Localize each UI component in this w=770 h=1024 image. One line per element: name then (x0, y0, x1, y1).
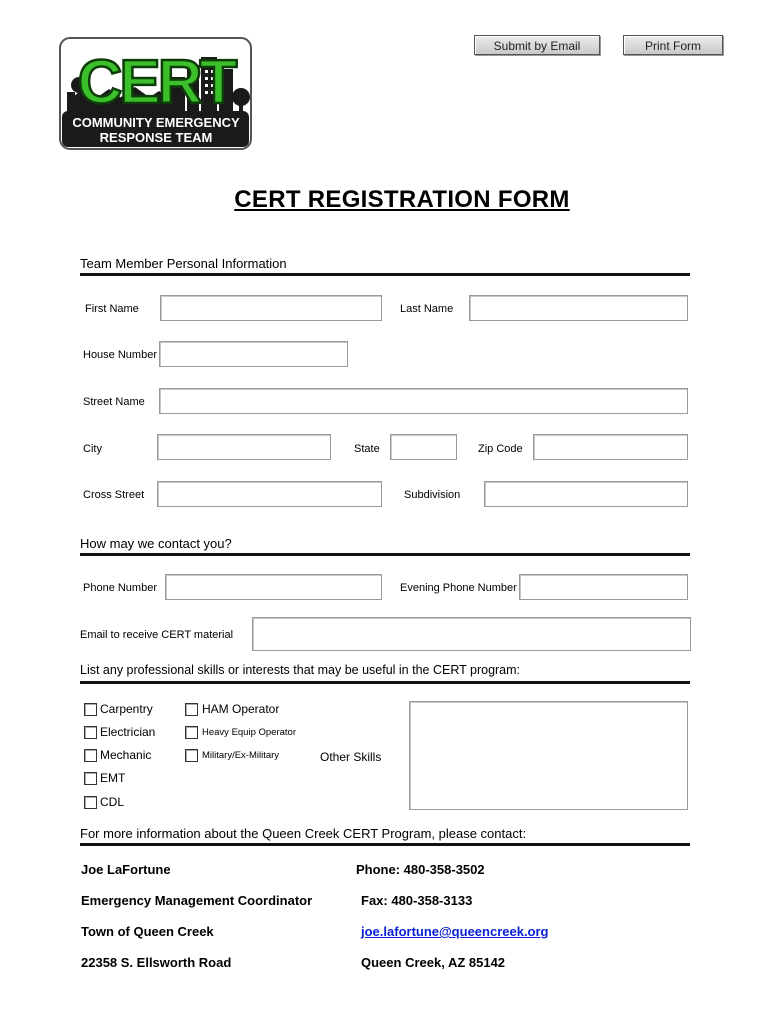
contact-city: Queen Creek, AZ 85142 (361, 955, 506, 970)
contact-fax: Fax: 480-358-3133 (361, 893, 473, 908)
contact-phone: Phone: 480-358-3502 (356, 862, 485, 877)
other-skills-label: Other Skills (320, 750, 382, 764)
city-field[interactable] (157, 434, 331, 460)
mechanic-label: Mechanic (100, 748, 152, 762)
street-name-label: Street Name (83, 396, 145, 408)
skills-heading: List any professional skills or interests that may be useful in the CERT program: (80, 663, 521, 677)
state-field[interactable] (390, 434, 457, 460)
emt-checkbox[interactable] (84, 772, 97, 785)
emt-label: EMT (100, 771, 126, 785)
svg-text:CERT: CERT (77, 48, 235, 117)
print-form-button[interactable]: Print Form (623, 35, 723, 55)
contact-heading: How may we contact you? (80, 536, 232, 551)
street-name-field[interactable] (159, 388, 688, 414)
heavy-equip-operator-label: Heavy Equip Operator (202, 727, 296, 738)
page-title: CERT REGISTRATION FORM (234, 186, 570, 213)
subdivision-field[interactable] (484, 481, 688, 507)
divider (80, 273, 690, 276)
cross-street-label: Cross Street (83, 489, 145, 501)
email-label: Email to receive CERT material (80, 629, 234, 641)
divider (80, 681, 690, 684)
mechanic-checkbox[interactable] (84, 749, 97, 762)
evening-phone-label: Evening Phone Number (400, 582, 517, 594)
info-heading: For more information about the Queen Creek CERT Program, please contact: (80, 826, 527, 841)
subdivision-label: Subdivision (404, 489, 461, 501)
first-name-label: First Name (85, 303, 139, 315)
phone-number-label: Phone Number (83, 582, 157, 594)
other-skills-textarea[interactable] (409, 701, 688, 810)
personal-info-heading: Team Member Personal Information (80, 256, 287, 271)
svg-text:RESPONSE TEAM: RESPONSE TEAM (99, 130, 213, 145)
first-name-field[interactable] (160, 295, 382, 321)
zip-code-label: Zip Code (478, 443, 523, 455)
divider (80, 553, 690, 556)
military-label: Military/Ex-Military (202, 750, 280, 761)
state-label: State (354, 443, 380, 455)
cdl-checkbox[interactable] (84, 796, 97, 809)
zip-code-field[interactable] (533, 434, 688, 460)
city-label: City (83, 443, 102, 455)
cdl-label: CDL (100, 795, 125, 809)
submit-by-email-button[interactable]: Submit by Email (474, 35, 600, 55)
electrician-checkbox[interactable] (84, 726, 97, 739)
house-number-field[interactable] (159, 341, 348, 367)
cert-logo-graphic (59, 37, 252, 150)
house-number-label: House Number (83, 349, 157, 361)
ham-operator-label: HAM Operator (202, 702, 280, 716)
electrician-label: Electrician (100, 725, 156, 739)
contact-address: 22358 S. Ellsworth Road (81, 955, 232, 970)
divider (80, 843, 690, 846)
military-checkbox[interactable] (185, 749, 198, 762)
carpentry-label: Carpentry (100, 702, 153, 716)
cross-street-field[interactable] (157, 481, 382, 507)
contact-role: Emergency Management Coordinator (81, 893, 313, 908)
contact-email-link[interactable]: joe.lafortune@queencreek.org (361, 924, 549, 939)
email-field[interactable] (252, 617, 691, 651)
ham-operator-checkbox[interactable] (185, 703, 198, 716)
last-name-label: Last Name (400, 303, 454, 315)
cert-logo (59, 37, 252, 150)
carpentry-checkbox[interactable] (84, 703, 97, 716)
svg-text:COMMUNITY EMERGENCY: COMMUNITY EMERGENCY (72, 115, 240, 130)
heavy-equip-operator-checkbox[interactable] (185, 726, 198, 739)
phone-number-field[interactable] (165, 574, 382, 600)
last-name-field[interactable] (469, 295, 688, 321)
contact-org: Town of Queen Creek (81, 924, 214, 939)
evening-phone-field[interactable] (519, 574, 688, 600)
contact-name: Joe LaFortune (81, 862, 171, 877)
